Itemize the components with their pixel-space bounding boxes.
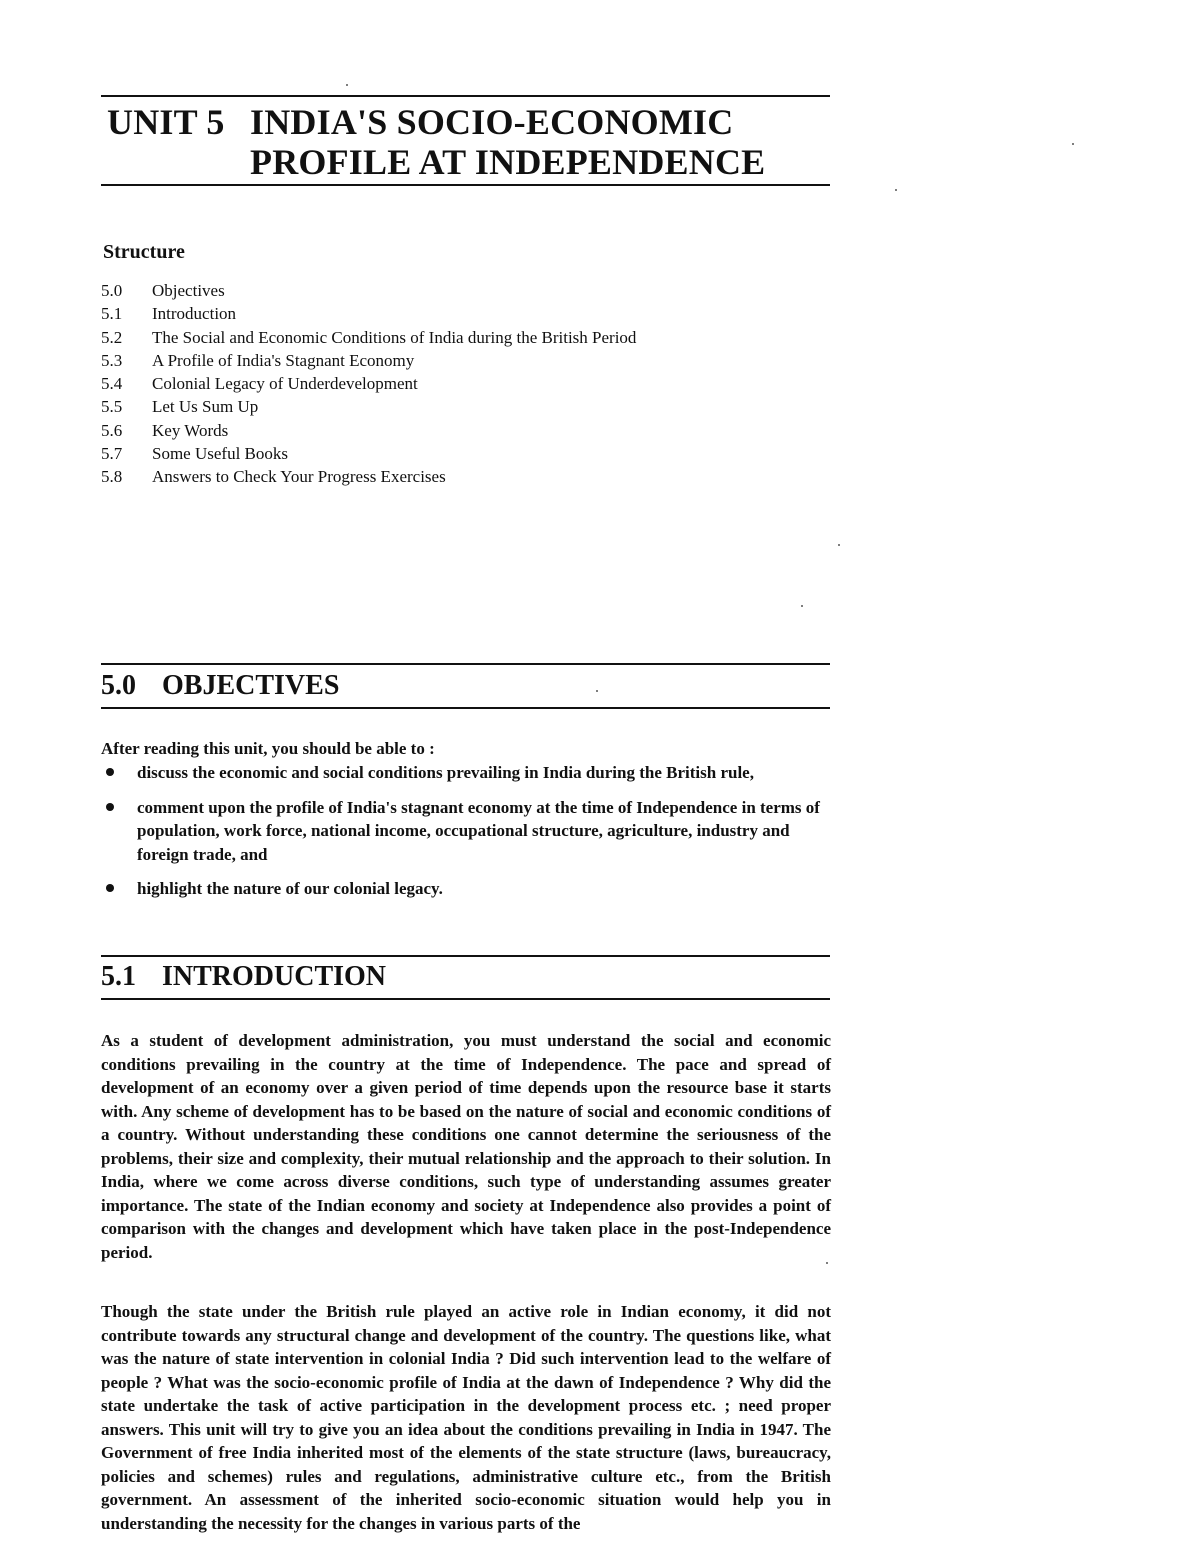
- unit-title: [250, 102, 765, 182]
- objective-text: comment upon the profile of India's stagnant economy at the time of Independence in terms of population, work force, national income, occupational structure, agriculture, industry and foreign trade, and: [137, 797, 820, 864]
- structure-item-number: 5.1: [101, 304, 123, 324]
- objectives-heading-text: OBJECTIVES: [162, 670, 340, 701]
- structure-item-label: Answers to Check Your Progress Exercises: [152, 467, 446, 487]
- structure-item-label: Objectives: [152, 281, 225, 300]
- structure-item-number: 5.7: [101, 444, 123, 464]
- structure-heading: Structure: [103, 241, 185, 263]
- introduction-top-rule: [101, 955, 830, 957]
- objectives-list: [101, 761, 831, 912]
- unit-label: UNIT 5: [107, 102, 225, 142]
- structure-item-label: A Profile of India's Stagnant Economy: [152, 350, 415, 370]
- structure-item-label: Introduction: [152, 304, 237, 324]
- scan-speck: [1072, 143, 1074, 145]
- objective-item: [101, 796, 831, 867]
- objective-item: [101, 877, 831, 901]
- structure-item-label: Some Useful Books: [152, 444, 288, 464]
- structure-item-number: 5.0: [101, 281, 123, 300]
- structure-item-label: The Social and Economic Conditions of India during the British Period: [152, 327, 637, 347]
- structure-item: [101, 327, 636, 350]
- introduction-heading-text: INTRODUCTION: [162, 961, 387, 992]
- structure-item-number: 5.6: [101, 420, 123, 440]
- scan-speck: [801, 605, 803, 607]
- structure-item-label: Key Words: [152, 420, 229, 440]
- structure-item-label: Colonial Legacy of Underdevelopment: [152, 374, 418, 394]
- title-bottom-rule: [101, 184, 830, 186]
- structure-item: [101, 420, 636, 443]
- structure-item-number: 5.4: [101, 374, 123, 394]
- scan-speck: [826, 1262, 828, 1264]
- bullet-icon: [106, 803, 114, 811]
- bullet-icon: [106, 884, 114, 892]
- structure-item: [101, 443, 636, 466]
- objective-item: [101, 761, 831, 785]
- objectives-top-rule: [101, 663, 830, 665]
- objectives-intro: After reading this unit, you should be able to :: [101, 739, 435, 758]
- objectives-heading-number: 5.0: [101, 670, 136, 701]
- introduction-heading: [101, 961, 830, 993]
- structure-item: [101, 396, 636, 419]
- structure-item: [101, 303, 636, 326]
- bullet-icon: [106, 768, 114, 776]
- title-top-rule: [101, 95, 830, 97]
- objective-text: discuss the economic and social conditions prevailing in India during the British rule,: [137, 763, 754, 782]
- structure-item-number: 5.2: [101, 327, 123, 347]
- structure-item-label: Let Us Sum Up: [152, 397, 259, 417]
- introduction-paragraph-2: Though the state under the British rule played an active role in Indian economy, it did not contribute towards any structural change and development of the country. The questions like, what was the nature of state intervention in colonial India ? Did such intervention lead to the welfare of people ? What was the socio-economic profile of India at the dawn of Independence ? Why did the state undertake the task of active participation in the development process etc. ; need proper answers. This unit will try to give you an idea about the conditions prevailing in India in 1947. The Government of free India inherited most of the elements of the state structure (laws, bureaucracy, policies and schemes) rules and regulations, administrative culture etc., from the British government. An assessment of the inherited socio-economic situation would help you in understanding the necessity for the changes in various parts of the: [101, 1302, 831, 1533]
- structure-item: [101, 373, 636, 396]
- introduction-bottom-rule: [101, 998, 830, 1000]
- introduction-heading-number: 5.1: [101, 961, 136, 992]
- scan-speck: [346, 84, 348, 86]
- scan-speck: [895, 189, 897, 191]
- objectives-heading: [101, 670, 830, 702]
- objectives-bottom-rule: [101, 707, 830, 709]
- structure-item-number: 5.8: [101, 467, 123, 487]
- structure-item: [101, 280, 636, 303]
- scan-speck: [838, 544, 840, 546]
- objective-text: highlight the nature of our colonial legacy.: [137, 879, 443, 898]
- unit-title-line-2: PROFILE AT INDEPENDENCE: [250, 142, 766, 182]
- unit-title-line-1: INDIA'S SOCIO-ECONOMIC: [250, 102, 734, 142]
- structure-list: [101, 280, 636, 490]
- structure-item: [101, 350, 636, 373]
- scan-speck: [596, 690, 598, 692]
- structure-item-number: 5.3: [101, 350, 123, 370]
- structure-item: [101, 466, 636, 489]
- structure-item-number: 5.5: [101, 397, 123, 417]
- introduction-paragraph-1: As a student of development administration, you must understand the social and economic conditions prevailing in the country at the time of Independence. The pace and spread of development of an economy over a given period of time depends upon the resource base it starts with. Any scheme of development has to be based on the nature of social and economic conditions of a country. Without understanding these conditions one cannot determine the seriousness of the problems, their size and complexity, their mutual relationship and the approach to their solution. In India, where we come across diverse conditions, such type of understanding assumes greater importance. The state of the Indian economy and society at Independence also provides a point of comparison with the changes and development which have taken place in the post-Independence period.: [101, 1031, 831, 1262]
